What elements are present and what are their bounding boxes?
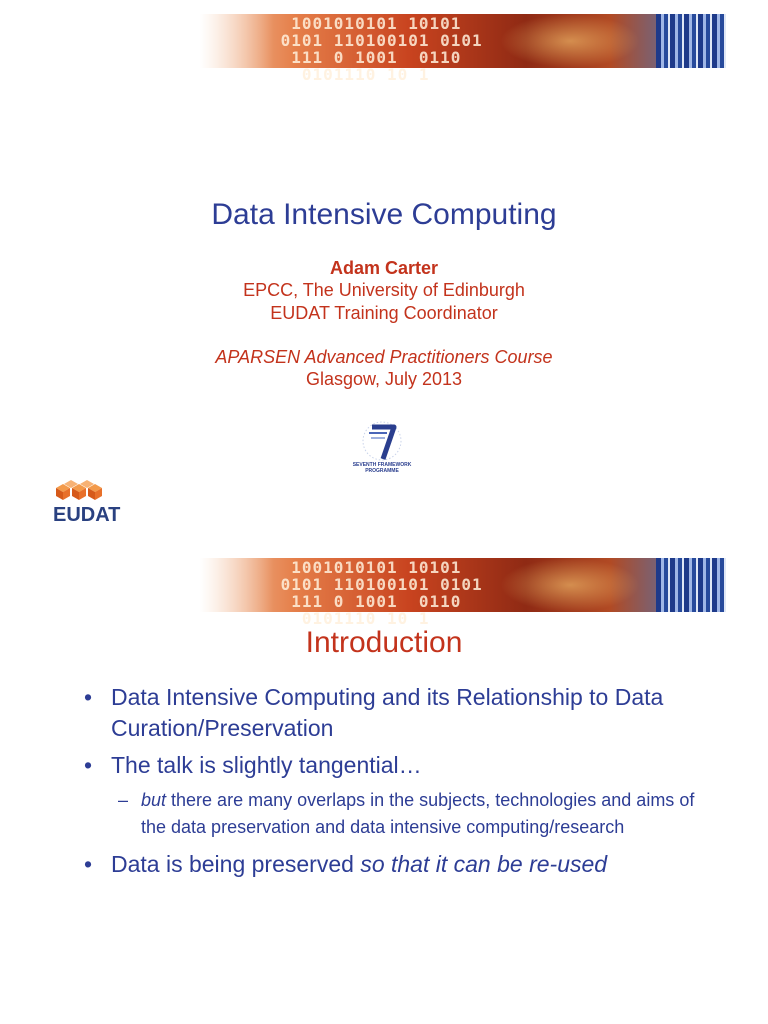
fp7-caption-line2: PROGRAMME [365,468,399,474]
place-date: Glasgow, July 2013 [305,369,463,389]
bullet-emphasis: so that it can be re-used [360,851,608,877]
author-name: Adam Carter [329,258,439,278]
bullet-marker: • [84,684,93,710]
affiliation-line-2: EUDAT Training Coordinator [270,303,498,323]
binary-digits-banner-image: 1001010101 10101 0101 110100101 0101 111 0 1001 0110 0101110 10 1 [200,558,726,612]
sub-bullet-text: there are many overlaps in the subjects, technologies and aims of the data preservation and data intensive computing/research [141,790,695,837]
fp7-caption [347,462,417,474]
sub-bullet-emphasis: but [141,790,167,810]
sub-bullet-marker: – [118,790,129,810]
course-name: APARSEN Advanced Practitioners Course [215,347,553,367]
fp7-caption-line1: SEVENTH FRAMEWORK [352,462,412,468]
fp7-logo [347,421,417,481]
fp7-seven-icon [347,421,417,463]
binary-digits-banner-image: 1001010101 10101 0101 110100101 0101 111 0 1001 0110 0101110 10 1 [200,14,726,68]
bullet-marker: • [84,851,93,877]
bullet-text: The talk is slightly tangential… [111,752,422,778]
bullet-marker: • [84,752,93,778]
eudat-cubes-icon [52,480,122,504]
bullet-item [84,682,724,744]
bullet-text: Data is being preserved [111,851,361,877]
sub-bullet-item [84,787,724,841]
bullet-item [84,750,724,781]
bullet-item [84,849,724,880]
slide-heading: Introduction [305,626,463,659]
eudat-wordmark: EUDAT [53,504,121,526]
bullet-text: Data Intensive Computing and its Relationship to Data Curation/Preservation [111,684,664,741]
introduction-slide [0,544,768,1024]
affiliation-line-1: EPCC, The University of Edinburgh [243,280,525,300]
bullet-list [84,682,724,886]
eudat-logo [52,480,132,524]
slide-title: Data Intensive Computing [211,198,557,231]
